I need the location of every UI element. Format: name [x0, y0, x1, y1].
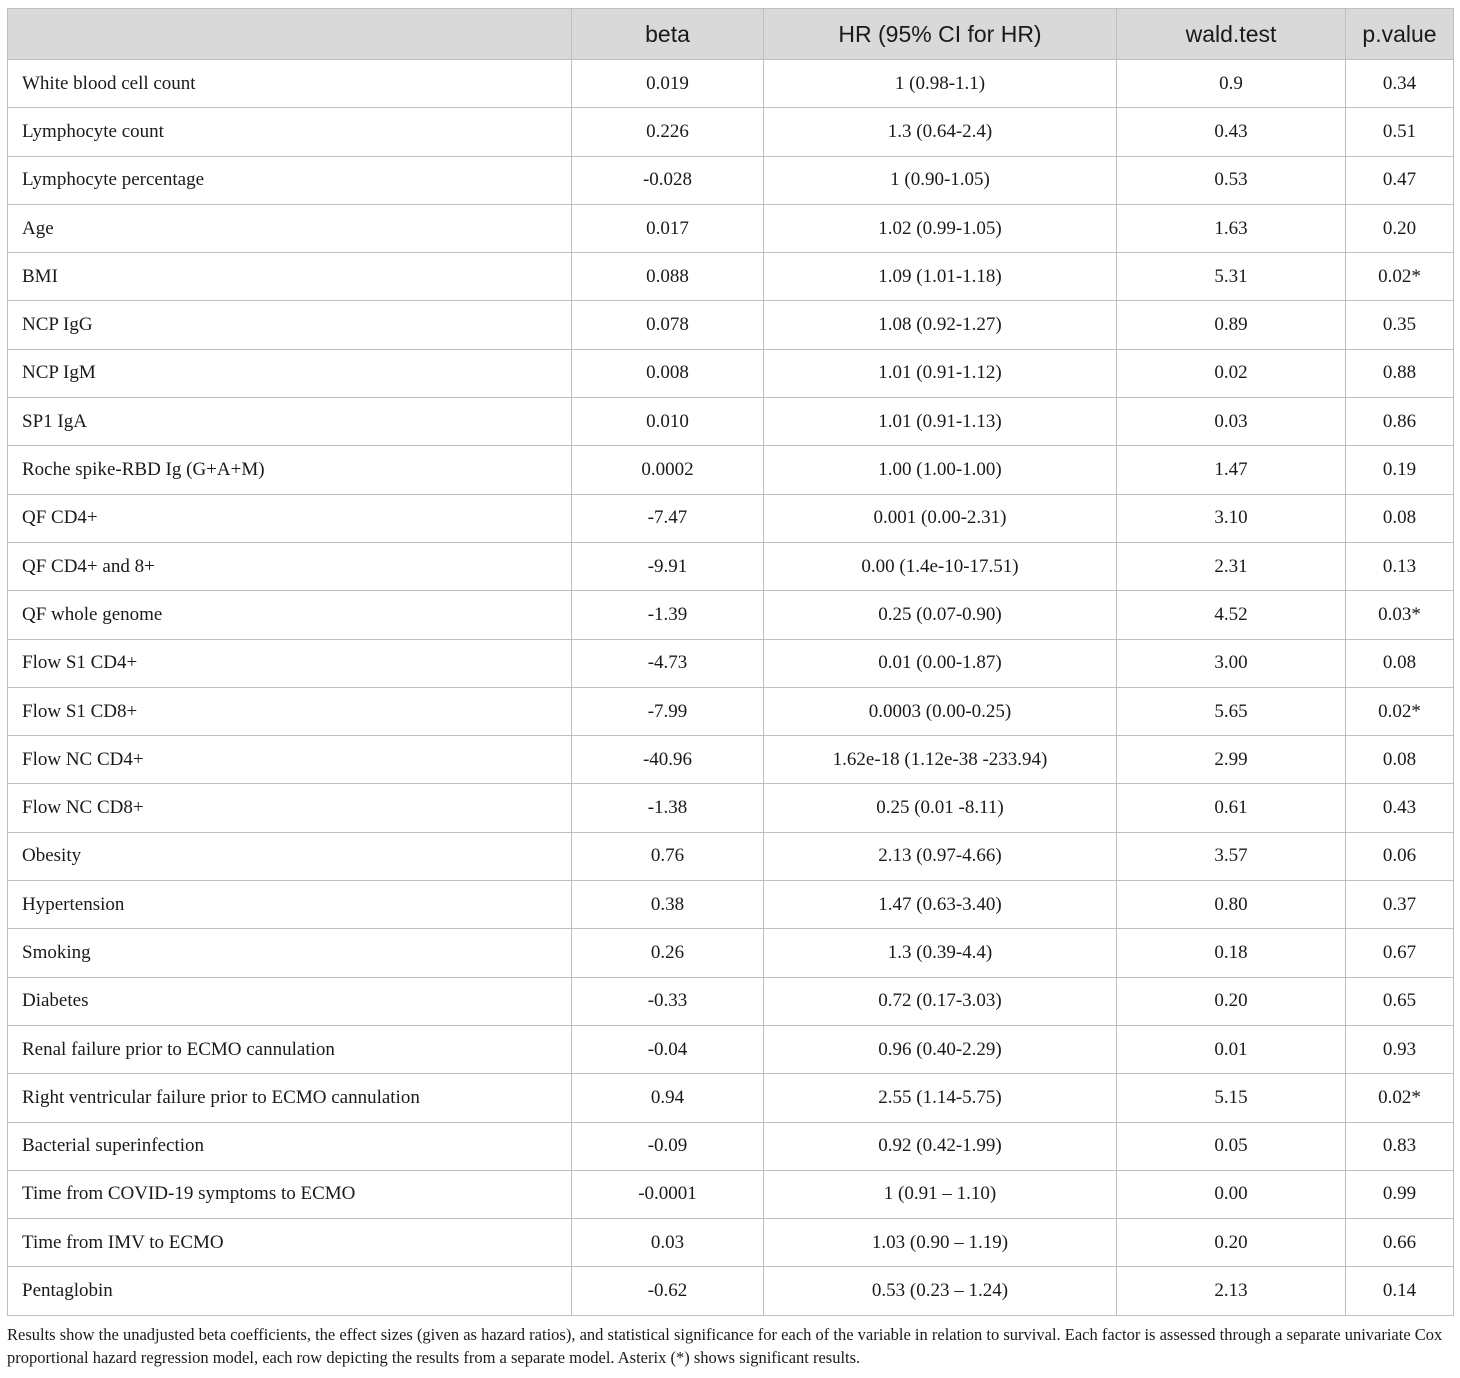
table-row [8, 832, 1454, 880]
cell-hr: 1 (0.98-1.1) [764, 60, 1117, 108]
cell-variable: Diabetes [8, 977, 572, 1025]
cell-variable: BMI [8, 253, 572, 301]
results-table-container [7, 8, 1453, 1316]
table-row [8, 349, 1454, 397]
header-beta: beta [572, 9, 764, 60]
table-row [8, 1170, 1454, 1218]
cell-hr: 1.00 (1.00-1.00) [764, 446, 1117, 494]
cell-wald-test: 4.52 [1117, 591, 1346, 639]
cell-hr: 1.08 (0.92-1.27) [764, 301, 1117, 349]
table-row [8, 253, 1454, 301]
cell-variable: Flow S1 CD4+ [8, 639, 572, 687]
cell-variable: Right ventricular failure prior to ECMO cannulation [8, 1074, 572, 1122]
cell-p-value: 0.08 [1346, 736, 1454, 784]
table-body [8, 60, 1454, 1316]
cell-hr: 0.001 (0.00-2.31) [764, 494, 1117, 542]
cell-variable: QF CD4+ [8, 494, 572, 542]
header-variable [8, 9, 572, 60]
table-row [8, 639, 1454, 687]
cell-p-value: 0.65 [1346, 977, 1454, 1025]
cell-beta: 0.088 [572, 253, 764, 301]
cell-variable: Bacterial superinfection [8, 1122, 572, 1170]
cell-hr: 0.92 (0.42-1.99) [764, 1122, 1117, 1170]
cell-beta: -0.04 [572, 1025, 764, 1073]
cell-p-value: 0.67 [1346, 929, 1454, 977]
cell-wald-test: 0.03 [1117, 398, 1346, 446]
cell-hr: 1.09 (1.01-1.18) [764, 253, 1117, 301]
cell-wald-test: 0.61 [1117, 784, 1346, 832]
table-footnote: Results show the unadjusted beta coefficients, the effect sizes (given as hazard ratios), and statistical significance for each of the variable in relation to survival. Each factor is assessed through a separate univariate Cox proportional hazard regression model, each row depicting the results from a separate model. Asterix (*) shows significant results. [7, 1325, 1443, 1367]
cell-variable: Roche spike-RBD Ig (G+A+M) [8, 446, 572, 494]
cell-wald-test: 0.05 [1117, 1122, 1346, 1170]
cell-p-value: 0.88 [1346, 349, 1454, 397]
cell-p-value: 0.47 [1346, 156, 1454, 204]
cell-p-value: 0.19 [1346, 446, 1454, 494]
cell-hr: 1 (0.90-1.05) [764, 156, 1117, 204]
cell-beta: -1.39 [572, 591, 764, 639]
cell-hr: 0.0003 (0.00-0.25) [764, 687, 1117, 735]
table-row [8, 494, 1454, 542]
cell-hr: 1 (0.91 – 1.10) [764, 1170, 1117, 1218]
cell-hr: 0.96 (0.40-2.29) [764, 1025, 1117, 1073]
cell-p-value: 0.08 [1346, 639, 1454, 687]
cell-beta: 0.38 [572, 881, 764, 929]
table-row [8, 60, 1454, 108]
cell-hr: 1.03 (0.90 – 1.19) [764, 1219, 1117, 1267]
cell-wald-test: 3.57 [1117, 832, 1346, 880]
table-row [8, 204, 1454, 252]
cell-hr: 0.72 (0.17-3.03) [764, 977, 1117, 1025]
cell-variable: Pentaglobin [8, 1267, 572, 1315]
cell-variable: Smoking [8, 929, 572, 977]
cell-p-value: 0.43 [1346, 784, 1454, 832]
table-row [8, 156, 1454, 204]
table-row [8, 1267, 1454, 1315]
cell-beta: 0.94 [572, 1074, 764, 1122]
cell-beta: -7.47 [572, 494, 764, 542]
cell-hr: 0.53 (0.23 – 1.24) [764, 1267, 1117, 1315]
cell-p-value: 0.14 [1346, 1267, 1454, 1315]
cell-variable: Hypertension [8, 881, 572, 929]
cell-hr: 0.25 (0.07-0.90) [764, 591, 1117, 639]
cell-beta: -1.38 [572, 784, 764, 832]
cell-wald-test: 0.53 [1117, 156, 1346, 204]
cell-wald-test: 0.89 [1117, 301, 1346, 349]
cell-hr: 0.01 (0.00-1.87) [764, 639, 1117, 687]
cell-wald-test: 0.02 [1117, 349, 1346, 397]
cell-wald-test: 0.9 [1117, 60, 1346, 108]
cell-variable: Time from IMV to ECMO [8, 1219, 572, 1267]
cell-beta: 0.010 [572, 398, 764, 446]
table-row [8, 446, 1454, 494]
cell-beta: -9.91 [572, 542, 764, 590]
cell-hr: 0.25 (0.01 -8.11) [764, 784, 1117, 832]
cell-variable: Age [8, 204, 572, 252]
cell-beta: 0.226 [572, 108, 764, 156]
cell-wald-test: 5.65 [1117, 687, 1346, 735]
cell-p-value: 0.08 [1346, 494, 1454, 542]
cell-wald-test: 0.80 [1117, 881, 1346, 929]
cell-hr: 1.47 (0.63-3.40) [764, 881, 1117, 929]
cell-variable: Flow NC CD8+ [8, 784, 572, 832]
cell-beta: -0.028 [572, 156, 764, 204]
cell-p-value: 0.34 [1346, 60, 1454, 108]
cell-p-value: 0.51 [1346, 108, 1454, 156]
cell-variable: Renal failure prior to ECMO cannulation [8, 1025, 572, 1073]
cell-wald-test: 3.00 [1117, 639, 1346, 687]
cell-wald-test: 0.00 [1117, 1170, 1346, 1218]
cell-variable: Obesity [8, 832, 572, 880]
cell-wald-test: 3.10 [1117, 494, 1346, 542]
cell-wald-test: 5.15 [1117, 1074, 1346, 1122]
cell-beta: -4.73 [572, 639, 764, 687]
cell-variable: QF whole genome [8, 591, 572, 639]
table-row [8, 1074, 1454, 1122]
table-row [8, 1122, 1454, 1170]
cell-variable: SP1 IgA [8, 398, 572, 446]
cell-beta: -7.99 [572, 687, 764, 735]
cox-regression-table [7, 8, 1454, 1316]
cell-variable: Lymphocyte percentage [8, 156, 572, 204]
cell-variable: NCP IgM [8, 349, 572, 397]
cell-variable: White blood cell count [8, 60, 572, 108]
cell-hr: 1.01 (0.91-1.13) [764, 398, 1117, 446]
cell-beta: 0.03 [572, 1219, 764, 1267]
cell-hr: 1.3 (0.64-2.4) [764, 108, 1117, 156]
cell-variable: Time from COVID-19 symptoms to ECMO [8, 1170, 572, 1218]
cell-p-value: 0.86 [1346, 398, 1454, 446]
header-p-value: p.value [1346, 9, 1454, 60]
table-row [8, 542, 1454, 590]
table-row [8, 736, 1454, 784]
cell-p-value: 0.02* [1346, 687, 1454, 735]
cell-p-value: 0.83 [1346, 1122, 1454, 1170]
cell-beta: -0.0001 [572, 1170, 764, 1218]
table-row [8, 108, 1454, 156]
cell-wald-test: 0.18 [1117, 929, 1346, 977]
cell-variable: QF CD4+ and 8+ [8, 542, 572, 590]
cell-variable: Lymphocyte count [8, 108, 572, 156]
cell-beta: 0.008 [572, 349, 764, 397]
cell-p-value: 0.13 [1346, 542, 1454, 590]
cell-wald-test: 1.63 [1117, 204, 1346, 252]
cell-p-value: 0.37 [1346, 881, 1454, 929]
cell-variable: Flow S1 CD8+ [8, 687, 572, 735]
header-wald-test: wald.test [1117, 9, 1346, 60]
cell-wald-test: 0.01 [1117, 1025, 1346, 1073]
cell-wald-test: 1.47 [1117, 446, 1346, 494]
header-row [8, 9, 1454, 60]
cell-hr: 1.01 (0.91-1.12) [764, 349, 1117, 397]
cell-wald-test: 2.13 [1117, 1267, 1346, 1315]
table-row [8, 1025, 1454, 1073]
table-row [8, 881, 1454, 929]
table-row [8, 1219, 1454, 1267]
cell-p-value: 0.99 [1346, 1170, 1454, 1218]
cell-p-value: 0.06 [1346, 832, 1454, 880]
cell-beta: -0.09 [572, 1122, 764, 1170]
cell-beta: 0.26 [572, 929, 764, 977]
cell-hr: 1.62e-18 (1.12e-38 -233.94) [764, 736, 1117, 784]
cell-beta: 0.0002 [572, 446, 764, 494]
cell-beta: -40.96 [572, 736, 764, 784]
table-row [8, 591, 1454, 639]
cell-beta: 0.76 [572, 832, 764, 880]
cell-hr: 0.00 (1.4e-10-17.51) [764, 542, 1117, 590]
table-row [8, 301, 1454, 349]
cell-hr: 1.3 (0.39-4.4) [764, 929, 1117, 977]
table-row [8, 398, 1454, 446]
table-row [8, 687, 1454, 735]
cell-beta: -0.62 [572, 1267, 764, 1315]
cell-beta: -0.33 [572, 977, 764, 1025]
cell-wald-test: 0.20 [1117, 977, 1346, 1025]
cell-beta: 0.019 [572, 60, 764, 108]
header-hr: HR (95% CI for HR) [764, 9, 1117, 60]
table-header [8, 9, 1454, 60]
cell-p-value: 0.20 [1346, 204, 1454, 252]
table-row [8, 784, 1454, 832]
table-row [8, 977, 1454, 1025]
cell-p-value: 0.03* [1346, 591, 1454, 639]
cell-p-value: 0.02* [1346, 253, 1454, 301]
cell-wald-test: 2.31 [1117, 542, 1346, 590]
cell-hr: 2.55 (1.14-5.75) [764, 1074, 1117, 1122]
cell-beta: 0.017 [572, 204, 764, 252]
cell-wald-test: 2.99 [1117, 736, 1346, 784]
cell-wald-test: 0.20 [1117, 1219, 1346, 1267]
cell-p-value: 0.66 [1346, 1219, 1454, 1267]
cell-wald-test: 5.31 [1117, 253, 1346, 301]
cell-variable: NCP IgG [8, 301, 572, 349]
cell-p-value: 0.35 [1346, 301, 1454, 349]
table-row [8, 929, 1454, 977]
cell-variable: Flow NC CD4+ [8, 736, 572, 784]
cell-p-value: 0.93 [1346, 1025, 1454, 1073]
cell-hr: 1.02 (0.99-1.05) [764, 204, 1117, 252]
cell-hr: 2.13 (0.97-4.66) [764, 832, 1117, 880]
cell-wald-test: 0.43 [1117, 108, 1346, 156]
cell-beta: 0.078 [572, 301, 764, 349]
cell-p-value: 0.02* [1346, 1074, 1454, 1122]
